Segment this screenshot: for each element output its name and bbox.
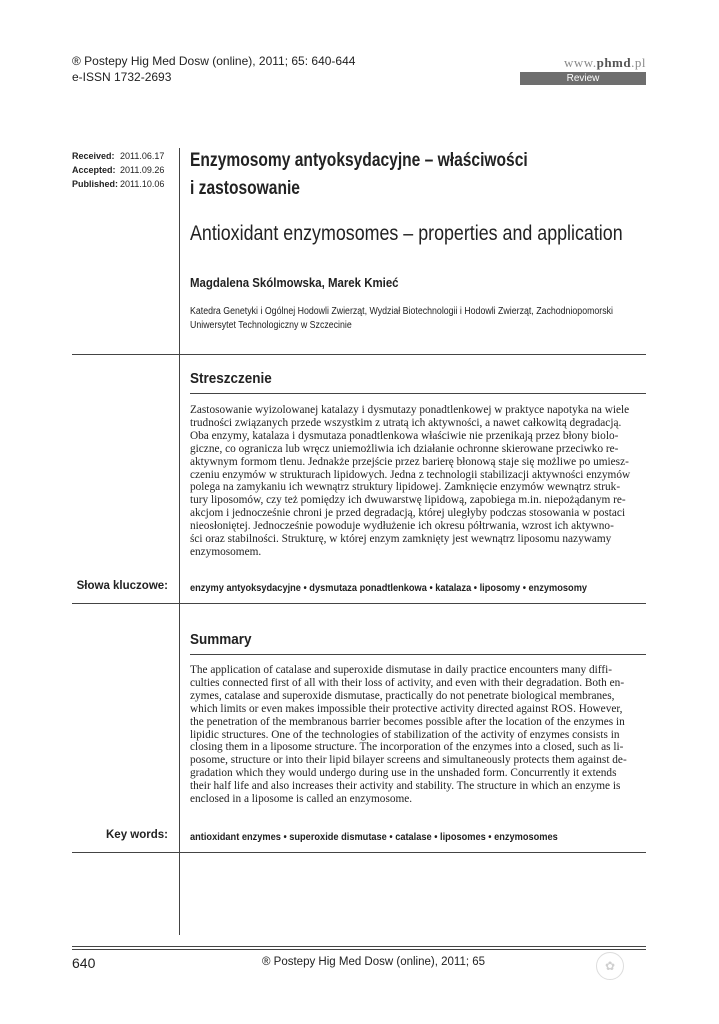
abstract-line: which limits or even makes impossible their protective activity directed against ROS. However, — [190, 702, 623, 715]
published-label: Published: — [72, 179, 119, 189]
abstract-line: culties connected first of all with their loss of activity, and even with their degradation. Both en- — [190, 676, 625, 689]
abstract-line: Zastosowanie wyizolowanej katalazy i dysmutazy ponadtlenkowej w praktyce napotyka na wiele — [190, 404, 630, 416]
key-words-divider — [72, 852, 646, 853]
abstract-line: Oba enzymy, katalaza i dysmutaza ponadtlenkowa właściwie nie przenikają przez błony biolo- — [190, 429, 619, 442]
abstract-line: lipidic structures. One of the technologies of stabilization of the activity of enzymes consists in — [190, 728, 620, 741]
slowa-kluczowe-list: enzymy antyoksydacyjne • dysmutaza ponadtlenkowa • katalaza • liposomy • enzymosomy — [190, 582, 588, 594]
affiliation-line-2: Uniwersytet Technologiczny w Szczecinie — [190, 320, 352, 331]
key-words-list: antioxidant enzymes • superoxide dismutase • catalase • liposomes • enzymosomes — [190, 831, 558, 843]
title-english: Antioxidant enzymosomes – properties and application — [190, 222, 623, 245]
abstract-line: czeniu enzymów w strukturach lipidowych. Jedna z technologii stabilizacji aktywności enzymów — [190, 468, 631, 481]
summary-rule — [190, 654, 646, 655]
site-prefix: www. — [564, 55, 597, 70]
abstract-line: posome, structure or into their lipid bilayer screens and simultaneously protects them against de- — [190, 754, 627, 767]
abstract-line: enzymosomem. — [190, 545, 262, 558]
abstract-line: their half life and also increases their activity and stability. The structure in which an enzyme is — [190, 780, 621, 793]
streszczenie-heading: Streszczenie — [190, 370, 272, 387]
footer-journal: ® Postepy Hig Med Dosw (online), 2011; 65 — [262, 956, 486, 968]
streszczenie-text — [190, 404, 646, 559]
footer-rule-bottom — [72, 949, 646, 950]
received-label: Received: — [72, 151, 115, 161]
abstract-line: aktywnym formom tlenu. Jednakże przejście przez barierę błonową staje się możliwe po umiesz- — [190, 455, 629, 468]
summary-text — [190, 664, 646, 806]
streszczenie-rule — [190, 393, 646, 394]
article-type-badge: Review — [520, 72, 646, 85]
affiliation-line-1: Katedra Genetyki i Ogólnej Hodowli Zwierząt, Wydział Biotechnologii i Hodowli Zwierząt, Zachodniopomorski — [190, 306, 614, 317]
journal-citation: ® Postepy Hig Med Dosw (online), 2011; 65: 640-644 — [72, 54, 356, 68]
journal-logo-icon: ✿ — [596, 952, 624, 980]
header-divider — [72, 354, 646, 355]
authors: Magdalena Skólmowska, Marek Kmieć — [190, 275, 399, 290]
column-divider — [179, 148, 180, 935]
keywords-divider — [72, 603, 646, 604]
abstract-line: akcjom i jednocześnie chroni je przed degradacją, której uległyby podczas stosowania w postaci — [190, 507, 626, 520]
site-suffix: .pl — [631, 55, 646, 70]
slowa-kluczowe-label: Słowa kluczowe: — [76, 580, 168, 592]
title-polish-line-2: i zastosowanie — [190, 178, 300, 199]
abstract-line: enclosed in a liposome is called an enzymosome. — [190, 793, 413, 806]
received-date: 2011.06.17 — [120, 151, 165, 161]
published-date: 2011.10.06 — [120, 179, 165, 189]
abstract-line: closing them in a liposome structure. The incorporation of the enzymes into a closed, such as li- — [190, 741, 624, 754]
abstract-line: zymes, catalase and superoxide dismutase, practically do not penetrate biological membranes, — [190, 689, 615, 702]
accepted-date: 2011.09.26 — [120, 165, 165, 175]
accepted-label: Accepted: — [72, 165, 116, 175]
abstract-line: gradation which they would undergo during use in the unshaded form. Concurrently it extends — [190, 767, 617, 780]
abstract-line: ści oraz stabilności. Strukturę, w której enzym zamknięty jest wewnątrz liposomu nazywamy — [190, 533, 612, 546]
title-polish-line-1: Enzymosomy antyoksydacyjne – właściwości — [190, 150, 528, 171]
key-words-label: Key words: — [106, 829, 168, 841]
footer-rule-top — [72, 946, 646, 947]
abstract-line: giczne, co ogranicza lub wręcz uniemożliwia ich działanie ochronne skierowane przeciwko re- — [190, 442, 619, 455]
journal-issn: e-ISSN 1732-2693 — [72, 70, 172, 84]
summary-heading: Summary — [190, 631, 252, 648]
site-name: phmd — [596, 55, 632, 70]
abstract-line: trudności związanych przede wszystkim z utratą ich aktywności, a nawet całkowitą degradacją. — [190, 416, 622, 429]
abstract-line: polega na zamykaniu ich wewnątrz struktury lipidowej. Zamknięcie enzymów wewnątrz struk- — [190, 481, 621, 494]
abstract-line: the penetration of the membranous barrier becomes possible after the location of the enzymes in — [190, 715, 625, 728]
journal-website[interactable] — [520, 55, 646, 71]
page-number: 640 — [72, 955, 96, 971]
abstract-line: The application of catalase and superoxide dismutase in daily practice encounters many diffi- — [190, 664, 613, 676]
abstract-line: nieosłoniętej. Jednocześnie powoduje wydłużenie ich okresu półtrwania, wzrost ich aktywno- — [190, 520, 614, 533]
abstract-line: tury liposomów, czy też pomiędzy ich dwuwarstwę lipidową, zapobiega m.in. niepożądanym re- — [190, 494, 626, 507]
